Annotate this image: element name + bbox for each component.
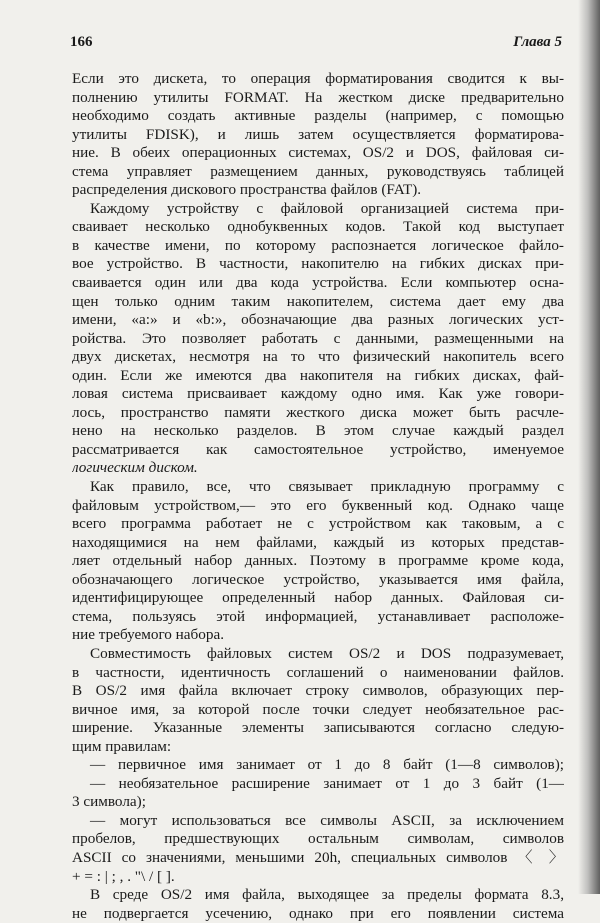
text-line: сваивает несколько однобуквенных кодов. Такой код выступает: [72, 218, 564, 236]
page-header: [70, 34, 562, 54]
text-line: в частности, идентичность соглашений о наименовании файлов.: [72, 663, 564, 681]
text-line: ловая система присваивает каждому одно имя. Как уже говори-: [72, 385, 564, 403]
text-line: в качестве имени, по которому распознается логическое файло-: [72, 236, 564, 254]
text-line: сваивается один или два кода устройства. Если компьютер осна-: [72, 274, 564, 292]
text-line: Каждому устройству с файловой организацией система при-: [90, 199, 564, 217]
text-line: вое устройство. В частности, накопителю на гибких дисках при-: [72, 255, 564, 273]
text-line: [72, 459, 564, 478]
text-line: — могут использоваться все символы ASCII, за исключением: [90, 811, 564, 829]
text-line: рассматривается как самостоятельное устройство, именуемое: [72, 440, 564, 458]
text-line: ние. В обеих операционных системах, OS/2 и DOS, файловая си-: [72, 144, 564, 162]
text-line: Как правило, все, что связывает прикладную программу с: [90, 478, 564, 496]
text-line: двух дискетах, несмотря на то что физический накопитель всего: [72, 348, 564, 366]
text-line: ляет отдельный набор данных. Поэтому в программе кроме кода,: [72, 552, 564, 570]
body-text: [72, 70, 564, 923]
text-line: В среде OS/2 имя файла, выходящее за пределы формата 8.3,: [90, 886, 564, 904]
text-line: один. Если же имеются два накопителя на гибких дисках, фай-: [72, 366, 564, 384]
text-line: В OS/2 имя файла включает строку символов, образующих пер-: [72, 682, 564, 700]
text-line: щим правилам:: [72, 737, 172, 755]
text-line: ройства. Это позволяет работать с данными, размещенными на: [72, 329, 564, 347]
text-line: идентифицирующее определенный набор данных. Файловая си-: [72, 589, 564, 607]
italic-term: логическим диском.: [72, 459, 198, 477]
text-line: 3 символа);: [72, 793, 146, 811]
text-line: обозначающего логическое устройство, указывается имя файла,: [72, 570, 564, 588]
text-line: пробелов, предшествующих остальным символам, символов: [72, 830, 564, 848]
text-line: щен только одним таким накопителем, система дает ему два: [72, 292, 564, 310]
text-line: полнению утилиты FORMAT. На жестком диске предварительно: [72, 88, 564, 106]
text-line: Совместимость файловых систем OS/2 и DOS подразумевает,: [90, 644, 564, 662]
text-line: всего программа работает не с устройством как таковым, а с: [72, 515, 564, 533]
text-line: лось, пространство памяти жесткого диска может быть расчле-: [72, 403, 564, 421]
text-line: необходимо создать активные разделы (например, с помощью: [72, 107, 564, 125]
text-line: + = : | ; , . "\ / [ ].: [72, 867, 175, 885]
text-line: ние требуемого набора.: [72, 626, 225, 644]
text-line: не подвергается усечению, однако при его появлении система: [72, 904, 564, 922]
text-line: стема управляет размещением данных, руководствуясь таблицей: [72, 162, 564, 180]
text-line: — необязательное расширение занимает от 1 до 3 байт (1—: [90, 774, 564, 792]
text-line: Если это дискета, то операция форматирования сводится к вы-: [72, 70, 564, 87]
text-line: имени, «а:» и «b:», обозначающие два разных логических уст-: [72, 311, 564, 329]
text-line: нено на несколько разделов. В этом случае каждый раздел: [72, 422, 564, 440]
text-line: находящимися на нем файлами, каждый из которых представ-: [72, 533, 564, 551]
text-line: стема, пользуясь этой информацией, устанавливает расположе-: [72, 607, 564, 625]
text-line: файловым устройством,— это его буквенный код. Однако чаще: [72, 496, 564, 514]
chapter-title: Глава 5: [513, 34, 562, 50]
text-line: ширение. Указанные элементы записываются согласно следую-: [72, 719, 564, 737]
text-line: ASCII со значениями, меньшими 20h, специальных символов 〈 〉: [72, 848, 564, 866]
page-number: 166: [70, 34, 93, 50]
text-line: вичное имя, за которой после точки следует необязательное рас-: [72, 700, 564, 718]
text-line: утилиты FDISK), и лишь затем осуществляется форматирова-: [72, 125, 564, 143]
text-line: распределения дискового пространства файлов (FAT).: [72, 181, 422, 199]
text-line: — первичное имя занимает от 1 до 8 байт (1—8 символов);: [90, 756, 564, 774]
page-edge-shadow: [578, 0, 600, 894]
